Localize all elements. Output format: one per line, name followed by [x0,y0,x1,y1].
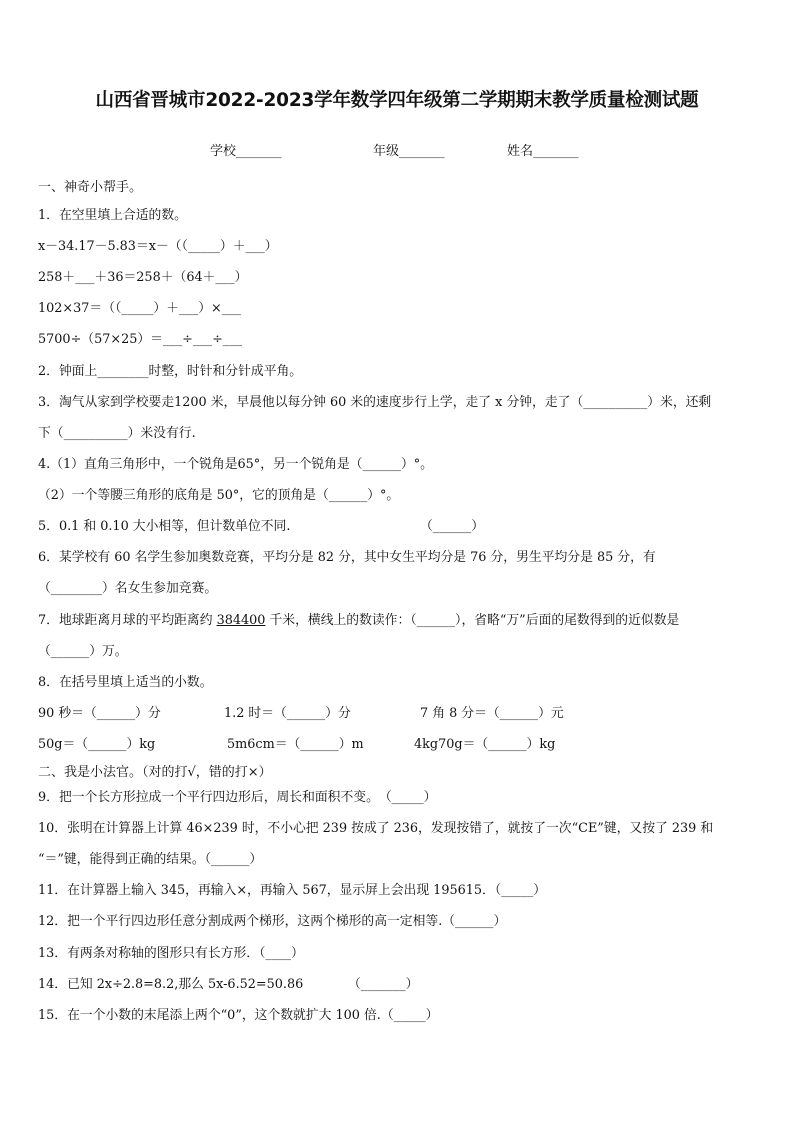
question-1-line-1: x－34.17－5.83＝x－（（_____）＋___） [38,239,278,254]
question-5 [38,517,764,537]
question-10-line-1: 10．张明在计算器上计算 46×239 时，不小心把 239 按成了 236，发现按错了，就按了一次“CE”键，又按了 239 和 [38,821,714,836]
question-5-answer-blank: （______） [420,519,484,534]
question-14 [38,975,764,995]
question-8-item-e: 5m6cm＝（______）m [227,737,364,752]
question-7-post: 千米，横线上的数读作：（______），省略“万”后面的尾数得到的近似数是 [265,613,680,628]
question-1-heading: 1．在空里填上合适的数。 [38,208,187,223]
question-4-line-2: （2）一个等腰三角形的底角是 50°，它的顶角是（______）°。 [38,488,400,503]
question-8-item-d: 50g＝（______）kg [38,737,156,752]
question-7-pre: 7．地球距离月球的平均距离约 [38,613,217,628]
question-1-line-3: 102×37＝（（_____）＋___）×___ [38,301,241,316]
question-15: 15．在一个小数的末尾添上两个“0”，这个数就扩大 100 倍.（_____） [38,1008,439,1023]
question-14-answer-blank: （_______） [348,977,419,992]
question-8-item-a: 90 秒＝（______）分 [38,706,161,721]
question-12: 12．把一个平行四边形任意分割成两个梯形，这两个梯形的高一定相等.（______） [38,914,507,929]
question-4-line-1: 4.（1）直角三角形中，一个锐角是65°，另一个锐角是（______）°。 [38,457,433,472]
question-8-heading: 8．在括号里填上适当的小数。 [38,675,213,690]
question-3-line-2: 下（__________）米没有行. [38,426,196,441]
question-7-underlined-number: 384400 [216,613,266,628]
question-13: 13．有两条对称轴的图形只有长方形．（____） [38,946,304,961]
exam-title: 山西省晋城市2022-2023学年数学四年级第二学期期末教学质量检测试题 [95,90,699,111]
question-10-line-2: “＝”键，能得到正确的结果。（______） [38,852,263,867]
name-field-label: 姓名_______ [507,144,579,159]
question-6-line-2: （________）名女生参加竞赛。 [38,581,218,596]
question-7-line-1 [38,611,764,631]
question-7-line-2: （______）万。 [38,644,128,659]
school-field-label: 学校_______ [210,144,282,159]
question-3-line-1: 3．淘气从家到学校要走1200 米，早晨他以每分钟 60 米的速度步行上学，走了 x 分钟，走了（__________）米，还剩 [38,395,712,410]
grade-field-label: 年级_______ [373,144,445,159]
question-14-text: 14．已知 2x÷2.8=8.2,那么 5x-6.52=50.86 [38,977,304,992]
question-2: 2．钟面上________时整，时针和分针成平角。 [38,364,303,379]
question-11: 11．在计算器上输入 345，再输入×，再输入 567，显示屏上会出现 195615．（_____） [38,883,547,898]
section-heading-2: 二、我是小法官。（对的打√，错的打×） [38,765,272,780]
question-1-line-2: 258＋___＋36＝258＋（64＋___） [38,270,248,285]
question-1-line-4: 5700÷（57×25）＝___÷___÷___ [38,332,243,347]
question-6-line-1: 6．某学校有 60 名学生参加奥数竞赛，平均分是 82 分，其中女生平均分是 76 分，男生平均分是 85 分，有 [38,550,656,565]
question-9: 9．把一个长方形拉成一个平行四边形后，周长和面积不变。 （_____） [38,790,437,805]
section-heading-1: 一、神奇小帮手。 [38,180,143,195]
question-8-item-c: 7 角 8 分＝（______）元 [420,706,564,721]
question-5-text: 5．0.1 和 0.10 大小相等，但计数单位不同. [38,519,291,534]
question-8-row-1 [38,704,764,724]
question-8-item-b: 1.2 时＝（______）分 [224,706,351,721]
question-8-row-2 [38,735,764,755]
question-8-item-f: 4kg70g＝（______）kg [414,737,556,752]
